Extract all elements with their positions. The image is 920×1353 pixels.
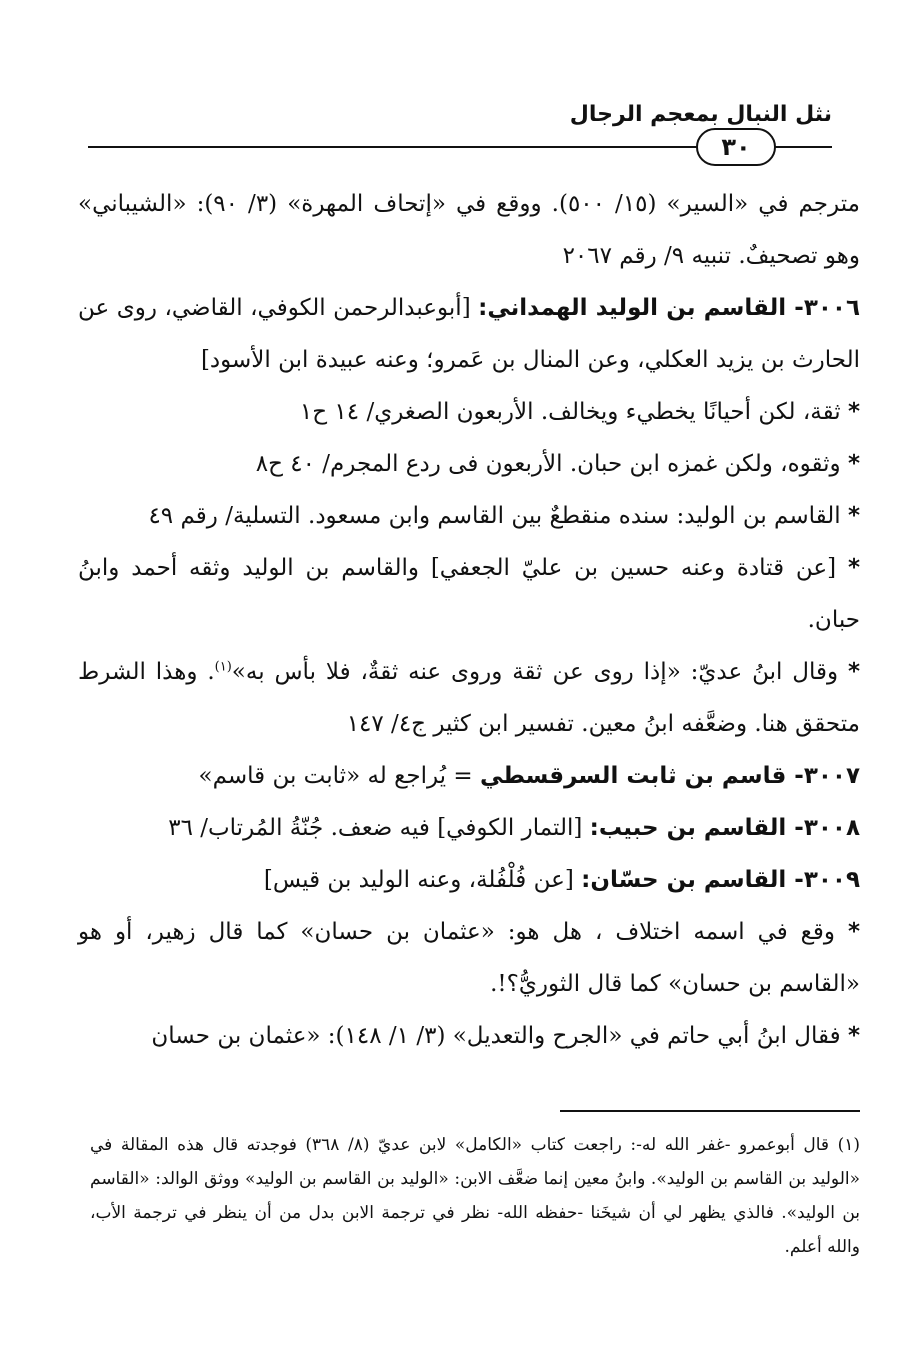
entry-heading: ٣٠٠٨- القاسم بن حبيب: — [589, 815, 860, 841]
note-text: [عن قتادة وعنه حسين بن عليّ الجعفي] والقاسم بن الوليد وثقه أحمد وابنُ حبان. — [78, 555, 860, 633]
entry-3006 — [78, 282, 860, 386]
note-text: وقع في اسمه اختلاف ، هل هو: «عثمان بن حسان» كما قال زهير، أو هو «القاسم بن حسان» كما قال الثوريُّ؟!. — [78, 919, 860, 997]
footnotes — [90, 1128, 860, 1264]
note-text: وثقوه، ولكن غمزه ابن حبان. الأربعون فى ردع المجرم/ ٤٠ ح٨ — [255, 451, 841, 477]
note-text: وقال ابنُ عديّ: «إذا روى عن ثقة وروى عنه ثقةٌ، فلا بأس به» — [231, 659, 839, 685]
page-number: ٣٠ — [696, 128, 776, 166]
book-title: نثل النبال بمعجم الرجال — [569, 102, 832, 127]
paragraph: مترجم في «السير» (١٥/ ٥٠٠). ووقع في «إتحاف المهرة» (٣/ ٩٠): «الشيباني» وهو تصحيفٌ. تنبيه ٩/ رقم ٢٠٦٧ — [78, 191, 860, 269]
entry-3008 — [78, 802, 860, 854]
note-paragraph — [78, 1010, 860, 1062]
entry-heading: ٣٠٠٦- القاسم بن الوليد الهمداني: — [478, 295, 860, 321]
entry-text: = يُراجع له «ثابت بن قاسم» — [198, 763, 473, 789]
note-paragraph — [78, 646, 860, 750]
star-bullet: * — [847, 555, 860, 581]
star-bullet: * — [847, 503, 860, 529]
main-text — [78, 178, 860, 1062]
entry-text: [أبوعبدالرحمن الكوفي، القاضي، روى عن الحارث بن يزيد العكلي، وعن المنال بن عَمرو؛ وعنه عبيدة ابن الأسود] — [78, 295, 860, 373]
entry-heading: ٣٠٠٧- قاسم بن ثابت السرقسطي — [479, 763, 860, 789]
note-text: فقال ابنُ أبي حاتم في «الجرح والتعديل» (٣/ ١/ ١٤٨): «عثمان بن حسان — [151, 1023, 841, 1049]
note-paragraph — [78, 386, 860, 438]
entry-text: [عن فُلْفُلة، وعنه الوليد بن قيس] — [263, 867, 574, 893]
star-bullet: * — [847, 399, 860, 425]
note-text: القاسم بن الوليد: سنده منقطعٌ بين القاسم وابن مسعود. التسلية/ رقم ٤٩ — [148, 503, 841, 529]
star-bullet: * — [847, 1023, 860, 1049]
note-paragraph — [78, 438, 860, 490]
running-header — [88, 96, 832, 160]
note-paragraph — [78, 542, 860, 646]
entry-text: [التمار الكوفي] فيه ضعف. جُنّةُ المُرتاب/ ٣٦ — [168, 815, 583, 841]
footnote-1: (١) قال أبوعمرو -غفر الله له-: راجعت كتاب «الكامل» لابن عديّ (٨/ ٣٦٨) فوجدته قال هذه المقالة في «الوليد بن القاسم بن الوليد». وابنُ معين إنما ضعَّف الابن: «الوليد بن القاسم بن الوليد» ووثق الوالد: «القاسم بن الوليد». فالذي يظهر لي أن شيخَنا -حفظه الله- نظر في ترجمة الابن بدل من أن ينظر في ترجمة الأب، والله أعلم. — [90, 1135, 860, 1257]
star-bullet: * — [847, 919, 860, 945]
star-bullet: * — [847, 659, 860, 685]
entry-3007 — [78, 750, 860, 802]
note-paragraph — [78, 906, 860, 1010]
star-bullet: * — [847, 451, 860, 477]
note-text: . وهذا الشرط متحقق هنا. وضعَّفه ابنُ معين. تفسير ابن كثير ج٤/ ١٤٧ — [78, 659, 860, 737]
note-text: ثقة، لكن أحيانًا يخطيء ويخالف. الأربعون الصغري/ ١٤ ح١ — [299, 399, 841, 425]
entry-heading: ٣٠٠٩- القاسم بن حسّان: — [581, 867, 860, 893]
entry-3009 — [78, 854, 860, 906]
note-paragraph — [78, 490, 860, 542]
footnote-ref: (١) — [214, 659, 232, 675]
footnote-rule — [560, 1110, 860, 1112]
